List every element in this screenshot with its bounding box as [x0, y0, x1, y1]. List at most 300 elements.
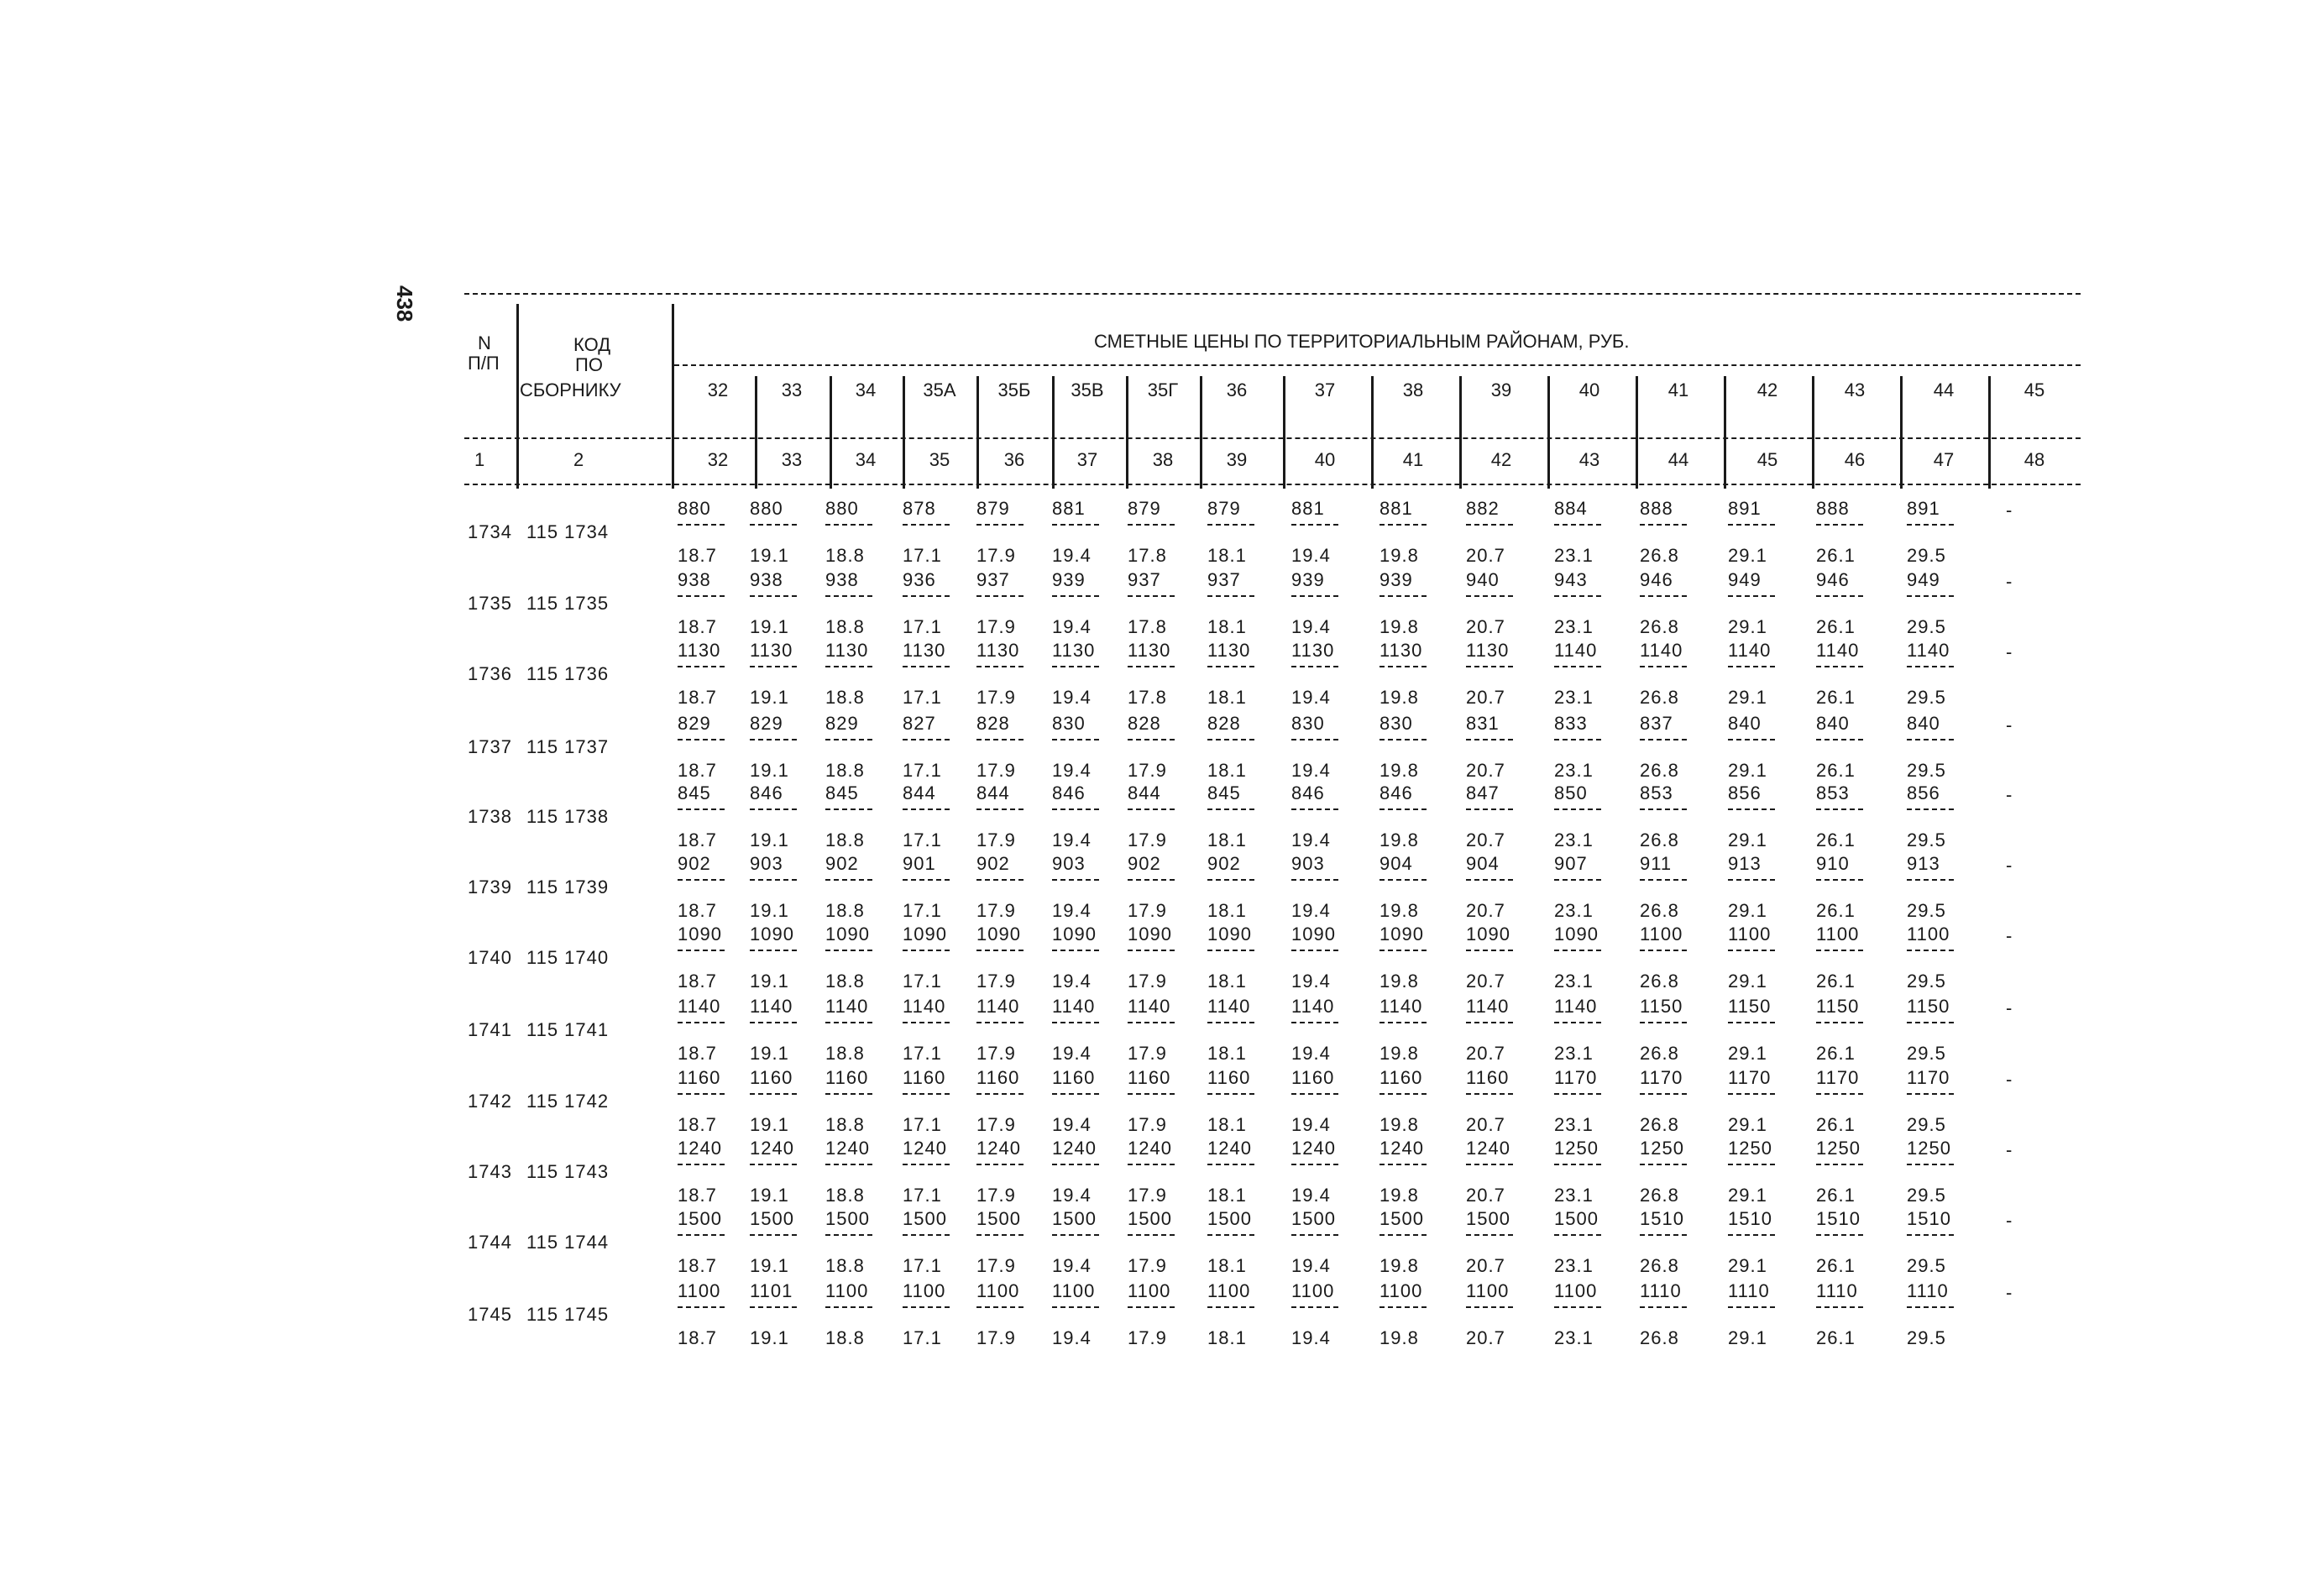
fraction-line: [1728, 595, 1775, 597]
coefficient-cell: 19.4: [1291, 1043, 1331, 1064]
coefficient-cell: 19.4: [1052, 760, 1092, 781]
fraction-line: [825, 1234, 872, 1236]
price-cell: 844: [903, 782, 936, 803]
fraction-line: [976, 1022, 1024, 1023]
price-cell: 850: [1554, 782, 1588, 803]
district-vsep: [1283, 376, 1285, 489]
coefficient-cell: 26.1: [1816, 971, 1856, 992]
fraction-line: [1728, 879, 1775, 881]
price-cell: 1160: [825, 1067, 869, 1088]
column-number: 42: [1490, 449, 1512, 470]
price-cell: 903: [1052, 853, 1086, 874]
row-number: 1742: [468, 1091, 512, 1112]
fraction-line: [903, 1022, 950, 1023]
fraction-line: [1907, 808, 1954, 810]
price-cell: 1170: [1554, 1067, 1598, 1088]
price-cell: 846: [1052, 782, 1086, 803]
fraction-line: [903, 1234, 950, 1236]
price-cell: 1130: [825, 640, 869, 661]
price-cell: 903: [1291, 853, 1325, 874]
coefficient-cell: 23.1: [1554, 900, 1594, 921]
price-cell: 1090: [1052, 924, 1097, 945]
fraction-line: [1907, 739, 1954, 740]
price-cell: 940: [1466, 569, 1500, 590]
price-cell: 1130: [1052, 640, 1096, 661]
coefficient-cell: 23.1: [1554, 1185, 1594, 1206]
price-cell: 1160: [1128, 1067, 1171, 1088]
price-cell: 1140: [1640, 640, 1683, 661]
fraction-line: [1380, 1022, 1427, 1023]
fraction-line: [1466, 1164, 1513, 1165]
fraction-line: [1128, 524, 1175, 526]
price-cell: 1250: [1728, 1138, 1772, 1159]
coefficient-cell: 23.1: [1554, 1255, 1594, 1276]
fraction-line: [1907, 666, 1954, 667]
fraction-line: [1128, 1306, 1175, 1308]
fraction-line: [1907, 595, 1954, 597]
coefficient-cell: 26.1: [1816, 616, 1856, 637]
price-cell: 1130: [1207, 640, 1251, 661]
price-cell: 830: [1052, 713, 1086, 734]
coefficient-cell: 19.8: [1380, 1185, 1419, 1206]
coefficient-cell: 19.1: [750, 1327, 789, 1348]
coefficient-cell: 17.8: [1128, 545, 1167, 566]
price-cell: 1140: [1128, 996, 1171, 1017]
price-cell: 939: [1380, 569, 1413, 590]
price-cell: 879: [976, 498, 1010, 519]
coefficient-cell: 17.1: [903, 616, 942, 637]
price-cell: 1160: [1207, 1067, 1251, 1088]
district-header: 43: [1844, 379, 1866, 400]
price-cell: 1130: [1291, 640, 1335, 661]
fraction-line: [1207, 879, 1254, 881]
coefficient-cell: 19.8: [1380, 1043, 1419, 1064]
fraction-line: [1207, 739, 1254, 740]
row-code: 115 1744: [526, 1232, 610, 1253]
coefficient-cell: 29.5: [1907, 616, 1946, 637]
coefficient-cell: 17.9: [976, 829, 1016, 850]
coefficient-cell: 19.1: [750, 1255, 789, 1276]
coefficient-cell: 18.8: [825, 1255, 865, 1276]
price-cell: 1130: [1128, 640, 1171, 661]
fraction-line: [1207, 950, 1254, 951]
price-cell: 904: [1380, 853, 1413, 874]
fraction-line: [1291, 666, 1338, 667]
coefficient-cell: 20.7: [1466, 1327, 1505, 1348]
column-number: 2: [573, 449, 584, 470]
coefficient-cell: 18.1: [1207, 545, 1247, 566]
fraction-line: [750, 950, 797, 951]
price-cell: 1100: [903, 1280, 946, 1301]
coefficient-cell: 17.9: [1128, 971, 1167, 992]
coefficient-cell: 18.7: [678, 1114, 717, 1135]
fraction-line: [1640, 595, 1687, 597]
coefficient-cell: 18.8: [825, 616, 865, 637]
price-cell: 1160: [1466, 1067, 1510, 1088]
price-cell: 1140: [903, 996, 946, 1017]
price-cell: 946: [1816, 569, 1850, 590]
price-cell: 946: [1640, 569, 1673, 590]
fraction-line: [1640, 739, 1687, 740]
fraction-line: [1466, 879, 1513, 881]
coefficient-cell: 26.1: [1816, 545, 1856, 566]
row-number: 1739: [468, 876, 512, 897]
row-number: 1736: [468, 663, 512, 684]
fraction-line: [1554, 1022, 1601, 1023]
district-header: 44: [1933, 379, 1955, 400]
district-header: 35В: [1071, 379, 1104, 400]
coefficient-cell: 19.8: [1380, 1255, 1419, 1276]
coefficient-cell: 23.1: [1554, 1043, 1594, 1064]
price-cell: 1110: [1728, 1280, 1770, 1301]
coefficient-cell: 20.7: [1466, 1114, 1505, 1135]
fraction-line: [1466, 524, 1513, 526]
fraction-line: [825, 808, 872, 810]
column-number: 36: [1003, 449, 1025, 470]
fraction-line: [678, 1093, 725, 1095]
coefficient-cell: 29.5: [1907, 829, 1946, 850]
fraction-line: [1728, 524, 1775, 526]
fraction-line: [1554, 879, 1601, 881]
price-cell: 1110: [1640, 1280, 1682, 1301]
coefficient-cell: 17.9: [976, 1255, 1016, 1276]
coefficient-cell: 18.8: [825, 545, 865, 566]
coefficient-cell: 29.1: [1728, 829, 1767, 850]
price-cell: 1160: [1052, 1067, 1096, 1088]
row-code: 115 1740: [526, 947, 610, 968]
fraction-line: [1380, 524, 1427, 526]
header-pp: П/П: [468, 353, 500, 374]
price-cell: 880: [750, 498, 783, 519]
price-cell: 844: [976, 782, 1010, 803]
fraction-line: [1728, 1306, 1775, 1308]
price-cell: 1100: [1291, 1280, 1335, 1301]
price-cell: 1090: [678, 924, 722, 945]
coefficient-cell: 19.4: [1291, 829, 1331, 850]
fraction-line: [750, 666, 797, 667]
price-cell: 1170: [1816, 1067, 1860, 1088]
price-cell: 829: [825, 713, 859, 734]
coefficient-cell: 29.5: [1907, 1114, 1946, 1135]
price-cell: 828: [1207, 713, 1241, 734]
coefficient-cell: 19.4: [1052, 971, 1092, 992]
column-number: 48: [2023, 449, 2045, 470]
price-cell: 888: [1816, 498, 1850, 519]
coefficient-cell: 19.4: [1052, 829, 1092, 850]
price-cell: 943: [1554, 569, 1588, 590]
fraction-line: [1052, 739, 1099, 740]
coefficient-cell: 26.8: [1640, 545, 1679, 566]
fraction-line: [903, 595, 950, 597]
fraction-line: [1128, 666, 1175, 667]
price-cell: 901: [903, 853, 936, 874]
coefficient-cell: 19.4: [1291, 1255, 1331, 1276]
fraction-line: [678, 879, 725, 881]
row-number: 1743: [468, 1161, 512, 1182]
price-cell: 846: [750, 782, 783, 803]
fraction-line: [1291, 739, 1338, 740]
fraction-line: [903, 1164, 950, 1165]
coefficient-cell: 17.1: [903, 1114, 942, 1135]
fraction-line: [1128, 595, 1175, 597]
fraction-line: [903, 1306, 950, 1308]
fraction-line: [1380, 879, 1427, 881]
fraction-line: [1554, 524, 1601, 526]
row-number: 1737: [468, 736, 512, 757]
coefficient-cell: 29.5: [1907, 971, 1946, 992]
price-cell: 902: [678, 853, 711, 874]
price-cell: 1130: [678, 640, 721, 661]
district-vsep: [1636, 376, 1638, 489]
district-vsep: [1988, 376, 1991, 489]
price-cell: 1100: [1907, 924, 1950, 945]
coefficient-cell: 19.4: [1052, 687, 1092, 708]
coefficient-cell: 19.4: [1291, 900, 1331, 921]
price-cell: 937: [976, 569, 1010, 590]
fraction-line: [750, 595, 797, 597]
price-cell: 881: [1291, 498, 1325, 519]
district-header: 39: [1490, 379, 1512, 400]
coefficient-cell: 18.7: [678, 1043, 717, 1064]
header-vsep: [672, 304, 674, 489]
price-cell: 1240: [750, 1138, 794, 1159]
coefficient-cell: 29.5: [1907, 1185, 1946, 1206]
fraction-line: [1816, 1093, 1863, 1095]
price-cell: 1140: [1907, 640, 1950, 661]
fraction-line: [1816, 808, 1863, 810]
price-cell: 1240: [903, 1138, 947, 1159]
col48-cell: -: [2006, 784, 2013, 805]
fraction-line: [750, 1022, 797, 1023]
coefficient-cell: 17.1: [903, 545, 942, 566]
column-number: 43: [1578, 449, 1600, 470]
coefficient-cell: 17.9: [1128, 1114, 1167, 1135]
fraction-line: [1640, 1306, 1687, 1308]
fraction-line: [1640, 524, 1687, 526]
fraction-line: [1128, 1022, 1175, 1023]
price-cell: 1160: [750, 1067, 793, 1088]
price-cell: 1500: [1291, 1208, 1336, 1229]
row-number: 1735: [468, 593, 512, 614]
coefficient-cell: 29.5: [1907, 687, 1946, 708]
fraction-line: [1380, 739, 1427, 740]
coefficient-cell: 18.1: [1207, 1327, 1247, 1348]
fraction-line: [1907, 879, 1954, 881]
fraction-line: [1128, 879, 1175, 881]
price-cell: 1090: [903, 924, 947, 945]
district-vsep: [1371, 376, 1374, 489]
fraction-line: [750, 1093, 797, 1095]
coefficient-cell: 18.8: [825, 687, 865, 708]
price-cell: 913: [1728, 853, 1762, 874]
coefficient-cell: 17.1: [903, 760, 942, 781]
coefficient-cell: 26.1: [1816, 829, 1856, 850]
column-number: 38: [1152, 449, 1174, 470]
coefficient-cell: 29.5: [1907, 1043, 1946, 1064]
coefficient-cell: 17.1: [903, 900, 942, 921]
coefficient-cell: 18.1: [1207, 1185, 1247, 1206]
coefficient-cell: 19.1: [750, 971, 789, 992]
fraction-line: [825, 524, 872, 526]
fraction-line: [1291, 524, 1338, 526]
coefficient-cell: 26.8: [1640, 687, 1679, 708]
fraction-line: [1466, 1234, 1513, 1236]
price-cell: 1500: [1052, 1208, 1097, 1229]
column-number: 44: [1667, 449, 1689, 470]
fraction-line: [678, 950, 725, 951]
price-cell: 1090: [1207, 924, 1252, 945]
district-vsep: [830, 376, 832, 489]
fraction-line: [825, 1022, 872, 1023]
fraction-line: [1291, 879, 1338, 881]
coefficient-cell: 29.1: [1728, 1114, 1767, 1135]
fraction-line: [1380, 1093, 1427, 1095]
row-code: 115 1737: [526, 736, 610, 757]
coefficient-cell: 26.8: [1640, 1043, 1679, 1064]
coefficient-cell: 26.8: [1640, 1255, 1679, 1276]
fraction-line: [1466, 739, 1513, 740]
fraction-line: [1291, 1022, 1338, 1023]
coefficient-cell: 19.4: [1052, 900, 1092, 921]
coefficient-cell: 17.9: [976, 687, 1016, 708]
fraction-line: [903, 950, 950, 951]
coefficient-cell: 26.1: [1816, 1327, 1856, 1348]
price-cell: 1140: [750, 996, 793, 1017]
coefficient-cell: 26.8: [1640, 1114, 1679, 1135]
header-n: N: [478, 332, 491, 353]
price-cell: 1140: [1466, 996, 1510, 1017]
coefficient-cell: 29.1: [1728, 616, 1767, 637]
fraction-line: [1728, 739, 1775, 740]
fraction-line: [1380, 666, 1427, 667]
price-cell: 1500: [903, 1208, 947, 1229]
district-vsep: [976, 376, 979, 489]
fraction-line: [976, 950, 1024, 951]
price-cell: 1100: [678, 1280, 721, 1301]
fraction-line: [1816, 879, 1863, 881]
column-number: 47: [1933, 449, 1955, 470]
fraction-line: [1128, 1234, 1175, 1236]
col48-cell: -: [2006, 1282, 2013, 1303]
coefficient-cell: 20.7: [1466, 616, 1505, 637]
district-header: 40: [1578, 379, 1600, 400]
price-cell: 1160: [1380, 1067, 1423, 1088]
coefficient-cell: 26.1: [1816, 760, 1856, 781]
fraction-line: [1640, 1022, 1687, 1023]
fraction-line: [1816, 595, 1863, 597]
fraction-line: [1554, 1164, 1601, 1165]
price-cell: 1250: [1907, 1138, 1951, 1159]
fraction-line: [1380, 1164, 1427, 1165]
fraction-line: [678, 595, 725, 597]
fraction-line: [678, 1022, 725, 1023]
fraction-line: [1052, 1093, 1099, 1095]
price-cell: 1140: [1816, 640, 1860, 661]
price-table: [464, 285, 2081, 1503]
price-cell: 910: [1816, 853, 1850, 874]
coefficient-cell: 18.1: [1207, 1043, 1247, 1064]
fraction-line: [1640, 879, 1687, 881]
fraction-line: [903, 524, 950, 526]
fraction-line: [825, 1306, 872, 1308]
coefficient-cell: 19.8: [1380, 1327, 1419, 1348]
fraction-line: [1207, 808, 1254, 810]
row-code: 115 1735: [526, 593, 610, 614]
district-header: 45: [2023, 379, 2045, 400]
price-cell: 1110: [1816, 1280, 1858, 1301]
coefficient-cell: 19.4: [1052, 1043, 1092, 1064]
fraction-line: [1554, 739, 1601, 740]
price-cell: 878: [903, 498, 936, 519]
coefficient-cell: 18.7: [678, 760, 717, 781]
price-cell: 1510: [1728, 1208, 1772, 1229]
fraction-line: [1128, 1164, 1175, 1165]
price-cell: 904: [1466, 853, 1500, 874]
row-code: 115 1745: [526, 1304, 610, 1325]
price-cell: 891: [1907, 498, 1940, 519]
price-cell: 1240: [1466, 1138, 1510, 1159]
coefficient-cell: 17.1: [903, 829, 942, 850]
col48-cell: -: [2006, 500, 2013, 521]
column-number: 46: [1844, 449, 1866, 470]
price-cell: 847: [1466, 782, 1500, 803]
fraction-line: [1907, 950, 1954, 951]
coefficient-cell: 26.1: [1816, 1043, 1856, 1064]
price-cell: 1140: [1207, 996, 1251, 1017]
coefficient-cell: 17.9: [1128, 1327, 1167, 1348]
price-cell: 1130: [1466, 640, 1510, 661]
coefficient-cell: 20.7: [1466, 971, 1505, 992]
coefficient-cell: 26.1: [1816, 1114, 1856, 1135]
coefficient-cell: 17.9: [1128, 1043, 1167, 1064]
price-cell: 1090: [976, 924, 1021, 945]
fraction-line: [678, 808, 725, 810]
coefficient-cell: 19.4: [1052, 1255, 1092, 1276]
price-cell: 1110: [1907, 1280, 1949, 1301]
coefficient-cell: 17.1: [903, 1255, 942, 1276]
col48-cell: -: [2006, 1069, 2013, 1090]
coefficient-cell: 17.1: [903, 971, 942, 992]
fraction-line: [825, 739, 872, 740]
price-cell: 844: [1128, 782, 1161, 803]
fraction-line: [1466, 595, 1513, 597]
header-kod: КОД: [573, 334, 611, 355]
price-cell: 1500: [1380, 1208, 1424, 1229]
fraction-line: [1052, 595, 1099, 597]
column-number: 39: [1226, 449, 1248, 470]
fraction-line: [1052, 1234, 1099, 1236]
price-cell: 884: [1554, 498, 1588, 519]
fraction-line: [976, 595, 1024, 597]
district-vsep: [1459, 376, 1462, 489]
fraction-line: [1466, 808, 1513, 810]
fraction-line: [1052, 950, 1099, 951]
price-cell: 1090: [750, 924, 794, 945]
col48-cell: -: [2006, 1139, 2013, 1160]
fraction-line: [825, 666, 872, 667]
price-cell: 1240: [1052, 1138, 1097, 1159]
price-cell: 827: [903, 713, 936, 734]
price-cell: 937: [1128, 569, 1161, 590]
row-number: 1738: [468, 806, 512, 827]
coefficient-cell: 23.1: [1554, 760, 1594, 781]
coefficient-cell: 17.9: [976, 545, 1016, 566]
fraction-line: [750, 739, 797, 740]
price-cell: 911: [1640, 853, 1673, 874]
page-number: 438: [392, 285, 417, 322]
fraction-line: [1207, 1306, 1254, 1308]
col48-cell: -: [2006, 997, 2013, 1018]
